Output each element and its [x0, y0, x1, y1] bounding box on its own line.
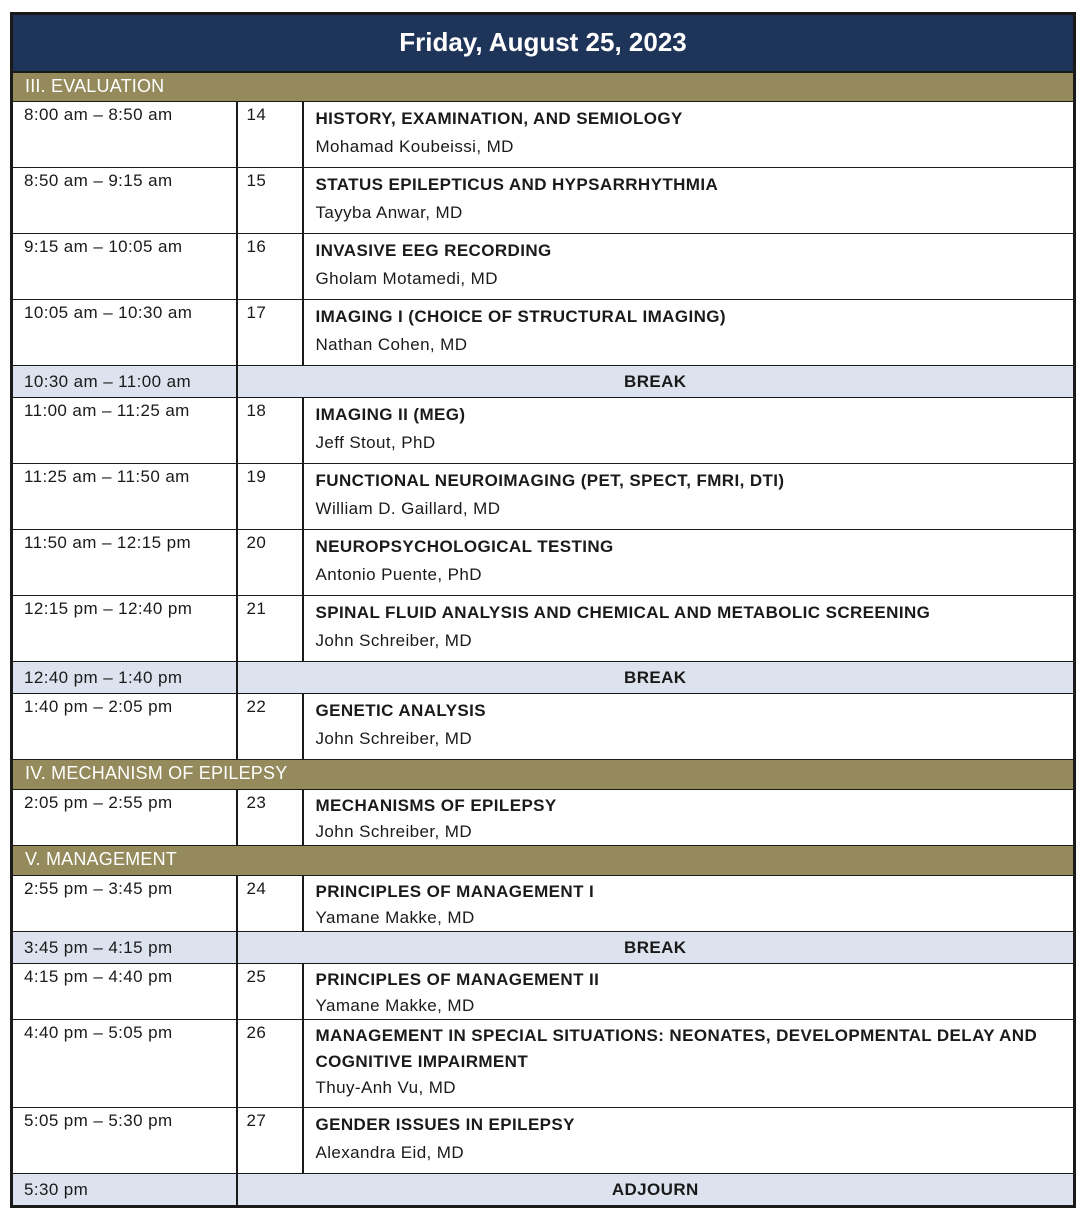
topic-cell: [303, 1108, 1074, 1174]
session-row: [13, 398, 1074, 464]
break-label: BREAK: [237, 366, 1074, 398]
session-row: [13, 234, 1074, 300]
session-number: 25: [237, 964, 303, 1020]
session-row: [13, 300, 1074, 366]
session-speaker: Yamane Makke, MD: [315, 996, 475, 1015]
session-speaker: John Schreiber, MD: [315, 822, 472, 841]
session-topic: PRINCIPLES OF MANAGEMENT II: [315, 970, 600, 989]
section-header: [13, 760, 1074, 790]
session-topic: IMAGING II (MEG): [315, 405, 466, 424]
time-cell: 4:15 pm – 4:40 pm: [13, 964, 237, 1020]
session-topic: FUNCTIONAL NEUROIMAGING (PET, SPECT, FMRI, DTI): [315, 471, 785, 490]
break-row: [13, 1174, 1074, 1206]
session-number: 14: [237, 102, 303, 168]
topic-cell: [303, 398, 1074, 464]
session-speaker: Jeff Stout, PhD: [315, 433, 436, 452]
session-topic: NEUROPSYCHOLOGICAL TESTING: [315, 537, 614, 556]
session-number: 18: [237, 398, 303, 464]
session-speaker: Thuy-Anh Vu, MD: [315, 1078, 456, 1097]
time-cell: 11:25 am – 11:50 am: [13, 464, 237, 530]
section-header: [13, 846, 1074, 876]
session-number: 17: [237, 300, 303, 366]
time-cell: 5:05 pm – 5:30 pm: [13, 1108, 237, 1174]
session-speaker: William D. Gaillard, MD: [315, 499, 501, 518]
session-number: 24: [237, 876, 303, 932]
topic-cell: [303, 464, 1074, 530]
session-row: [13, 596, 1074, 662]
session-topic: GENETIC ANALYSIS: [315, 701, 486, 720]
break-label: BREAK: [237, 932, 1074, 964]
session-speaker: Tayyba Anwar, MD: [315, 203, 463, 222]
session-topic: MECHANISMS OF EPILEPSY: [315, 796, 557, 815]
session-number: 15: [237, 168, 303, 234]
break-label: ADJOURN: [237, 1174, 1074, 1206]
time-cell: 8:00 am – 8:50 am: [13, 102, 237, 168]
time-cell: 9:15 am – 10:05 am: [13, 234, 237, 300]
session-row: [13, 694, 1074, 760]
session-topic: SPINAL FLUID ANALYSIS AND CHEMICAL AND METABOLIC SCREENING: [315, 603, 931, 622]
break-row: [13, 932, 1074, 964]
session-number: 21: [237, 596, 303, 662]
session-row: [13, 168, 1074, 234]
session-topic: STATUS EPILEPTICUS AND HYPSARRHYTHMIA: [315, 175, 719, 194]
session-row: [13, 876, 1074, 932]
topic-cell: [303, 300, 1074, 366]
session-row: [13, 464, 1074, 530]
session-speaker: Mohamad Koubeissi, MD: [315, 137, 514, 156]
session-row: [13, 530, 1074, 596]
break-label: BREAK: [237, 662, 1074, 694]
session-topic: HISTORY, EXAMINATION, AND SEMIOLOGY: [315, 109, 683, 128]
time-cell: 10:30 am – 11:00 am: [13, 366, 237, 398]
time-cell: 3:45 pm – 4:15 pm: [13, 932, 237, 964]
time-cell: 12:15 pm – 12:40 pm: [13, 596, 237, 662]
time-cell: 1:40 pm – 2:05 pm: [13, 694, 237, 760]
break-row: [13, 366, 1074, 398]
time-cell: 2:05 pm – 2:55 pm: [13, 790, 237, 846]
session-row: [13, 102, 1074, 168]
session-row: [13, 964, 1074, 1020]
topic-cell: [303, 694, 1074, 760]
session-number: 23: [237, 790, 303, 846]
time-cell: 5:30 pm: [13, 1174, 237, 1206]
time-cell: 11:00 am – 11:25 am: [13, 398, 237, 464]
session-number: 26: [237, 1020, 303, 1108]
time-cell: 11:50 am – 12:15 pm: [13, 530, 237, 596]
session-speaker: Nathan Cohen, MD: [315, 335, 468, 354]
topic-cell: [303, 102, 1074, 168]
session-speaker: Antonio Puente, PhD: [315, 565, 482, 584]
topic-cell: [303, 596, 1074, 662]
topic-cell: [303, 876, 1074, 932]
session-speaker: John Schreiber, MD: [315, 631, 472, 650]
session-topic: INVASIVE EEG RECORDING: [315, 241, 552, 260]
session-number: 20: [237, 530, 303, 596]
session-number: 27: [237, 1108, 303, 1174]
session-speaker: Yamane Makke, MD: [315, 908, 475, 927]
time-cell: 12:40 pm – 1:40 pm: [13, 662, 237, 694]
session-row: [13, 1108, 1074, 1174]
topic-cell: [303, 530, 1074, 596]
section-header: [13, 72, 1074, 102]
title-row: [13, 15, 1074, 72]
session-row: [13, 1020, 1074, 1108]
page-title: Friday, August 25, 2023: [13, 15, 1074, 72]
topic-cell: [303, 964, 1074, 1020]
break-row: [13, 662, 1074, 694]
time-cell: 2:55 pm – 3:45 pm: [13, 876, 237, 932]
topic-cell: [303, 1020, 1074, 1108]
session-number: 19: [237, 464, 303, 530]
time-cell: 8:50 am – 9:15 am: [13, 168, 237, 234]
session-topic: PRINCIPLES OF MANAGEMENT I: [315, 882, 595, 901]
session-number: 16: [237, 234, 303, 300]
section-label: III. EVALUATION: [13, 72, 1074, 102]
topic-cell: [303, 168, 1074, 234]
section-label: V. MANAGEMENT: [13, 846, 1074, 876]
session-topic: IMAGING I (CHOICE OF STRUCTURAL IMAGING): [315, 307, 726, 326]
time-cell: 4:40 pm – 5:05 pm: [13, 1020, 237, 1108]
topic-cell: [303, 234, 1074, 300]
session-row: [13, 790, 1074, 846]
time-cell: 10:05 am – 10:30 am: [13, 300, 237, 366]
session-speaker: Gholam Motamedi, MD: [315, 269, 498, 288]
schedule-table: [10, 12, 1076, 1208]
session-speaker: John Schreiber, MD: [315, 729, 472, 748]
topic-cell: [303, 790, 1074, 846]
section-label: IV. MECHANISM OF EPILEPSY: [13, 760, 1074, 790]
session-speaker: Alexandra Eid, MD: [315, 1143, 465, 1162]
session-number: 22: [237, 694, 303, 760]
session-topic: MANAGEMENT IN SPECIAL SITUATIONS: NEONATES, DEVELOPMENTAL DELAY AND COGNITIVE IMPAIRMENT: [315, 1026, 1038, 1071]
session-topic: GENDER ISSUES IN EPILEPSY: [315, 1115, 575, 1134]
